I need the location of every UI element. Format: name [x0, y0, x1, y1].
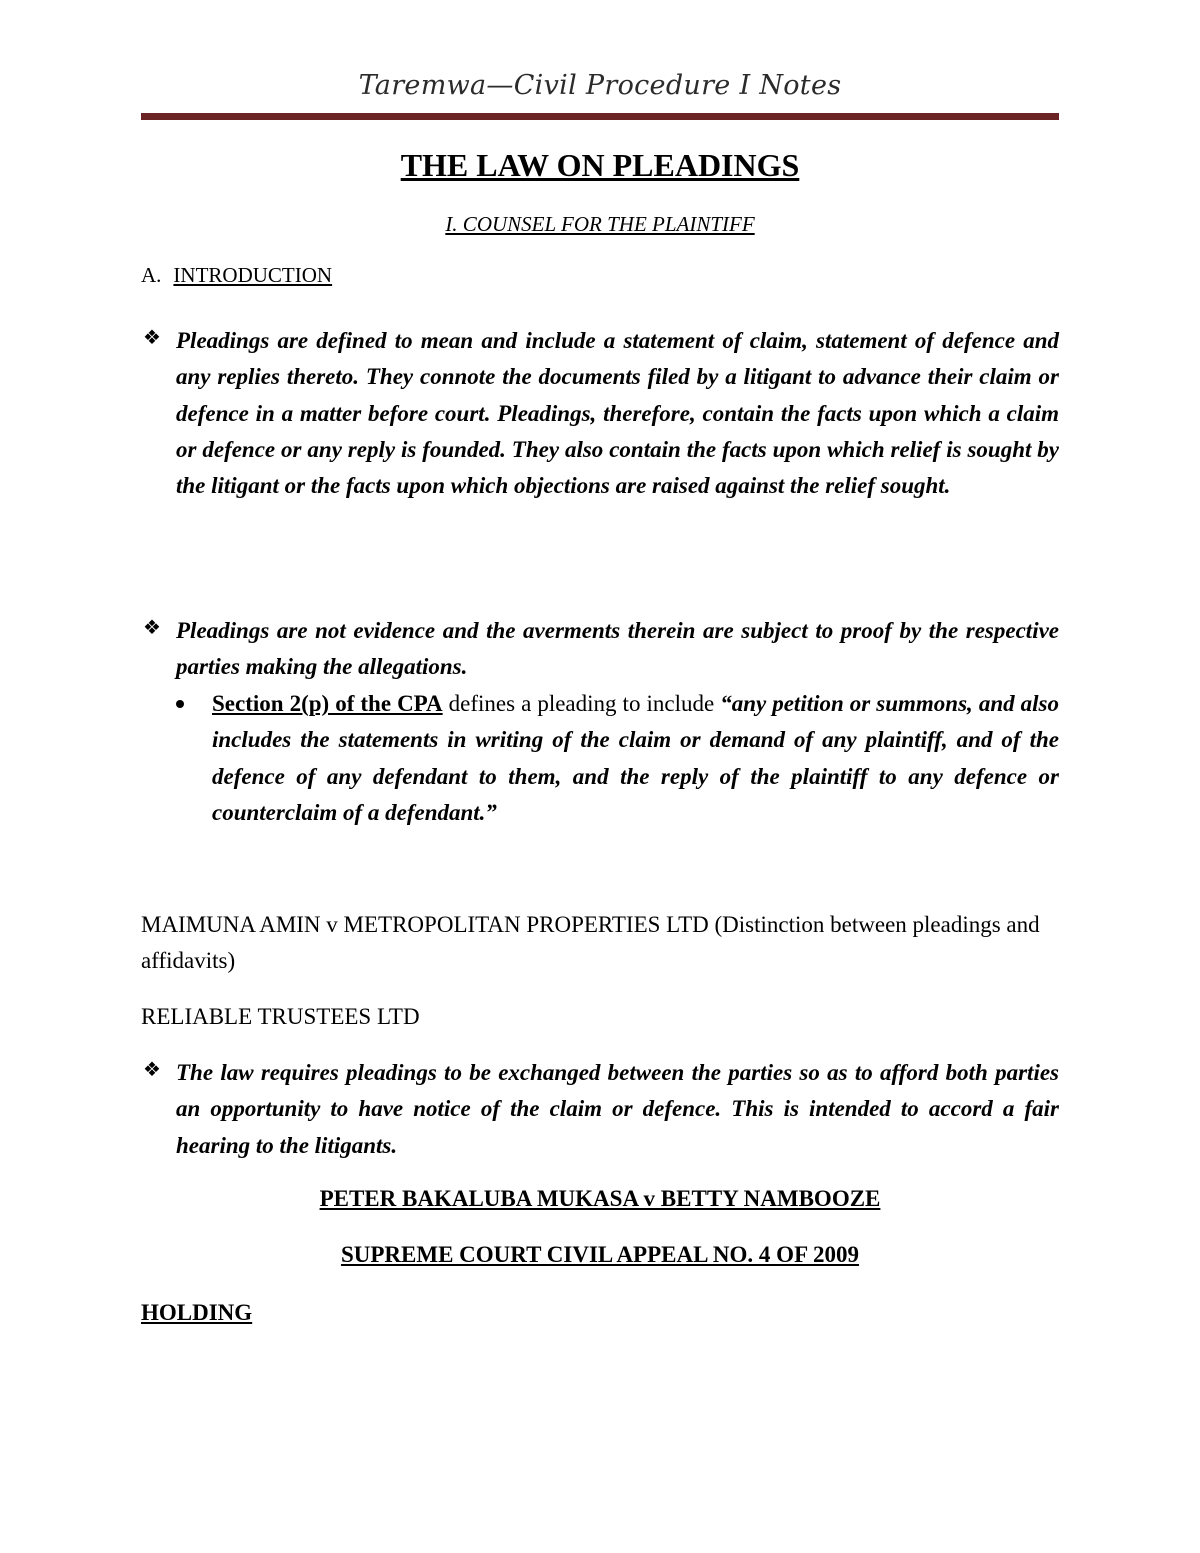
- bullet-text: Pleadings are not evidence and the averments therein are subject to proof by the respective parties making the allegations.: [176, 618, 1059, 680]
- round-bullet-icon: [176, 700, 184, 708]
- section-label: INTRODUCTION: [173, 263, 333, 287]
- document-subtitle: I. COUNSEL FOR THE PLAINTIFF: [445, 212, 755, 236]
- header-divider: [141, 113, 1059, 120]
- section-heading-introduction: [141, 263, 332, 288]
- statute-reference: Section 2(p) of the CPA: [212, 691, 443, 716]
- bullet-text: The law requires pleadings to be exchanged between the parties so as to afford both parties an opportunity to have notice of the claim or defence. This is intended to accord a fair hearing to the litigants.: [176, 1060, 1059, 1158]
- running-header-title: Taremwa—Civil Procedure I Notes: [358, 70, 842, 101]
- case-heading: PETER BAKALUBA MUKASA v BETTY NAMBOOZE: [319, 1186, 881, 1211]
- bullet-text: Pleadings are defined to mean and include a statement of claim, statement of defence and any replies thereto. They connote the documents filed by a litigant to advance their claim or defence in a matter before court. Pleadings, therefore, contain the facts upon which a claim or defence or any reply is founded. They also contain the facts upon which relief is sought by the litigant or the facts upon which objections are raised against the relief sought.: [176, 328, 1059, 499]
- diamond-bullet-icon: ❖: [143, 617, 161, 639]
- bullet-paragraph-exchange: [141, 1055, 1059, 1164]
- case-citation-maimuna: MAIMUNA AMIN v METROPOLITAN PROPERTIES LTD (Distinction between pleadings and affidavits): [141, 912, 1040, 974]
- holding-heading: HOLDING: [141, 1300, 253, 1325]
- appeal-heading: SUPREME COURT CIVIL APPEAL NO. 4 OF 2009: [340, 1242, 860, 1267]
- statute-quote: “any petition or summons, and also includes the statements in writing of the claim or demand of any plaintiff, and of the defence of any defendant to them, and the reply of the plaintiff to any defence or counterclaim of a defendant.”: [212, 691, 1059, 825]
- sub-bullet-text: [212, 686, 1059, 831]
- bullet-paragraph-definition: [141, 323, 1059, 504]
- bullet-paragraph-evidence: [141, 613, 1059, 686]
- case-citation-reliable: RELIABLE TRUSTEES LTD: [141, 1004, 420, 1029]
- diamond-bullet-icon: ❖: [143, 1059, 161, 1081]
- diamond-bullet-icon: ❖: [143, 327, 161, 349]
- sub-bullet-section-2p: [176, 686, 1059, 831]
- document-title: THE LAW ON PLEADINGS: [400, 147, 800, 183]
- sub-bullet-connector: defines a pleading to include: [442, 691, 721, 716]
- section-marker: A.: [141, 263, 162, 287]
